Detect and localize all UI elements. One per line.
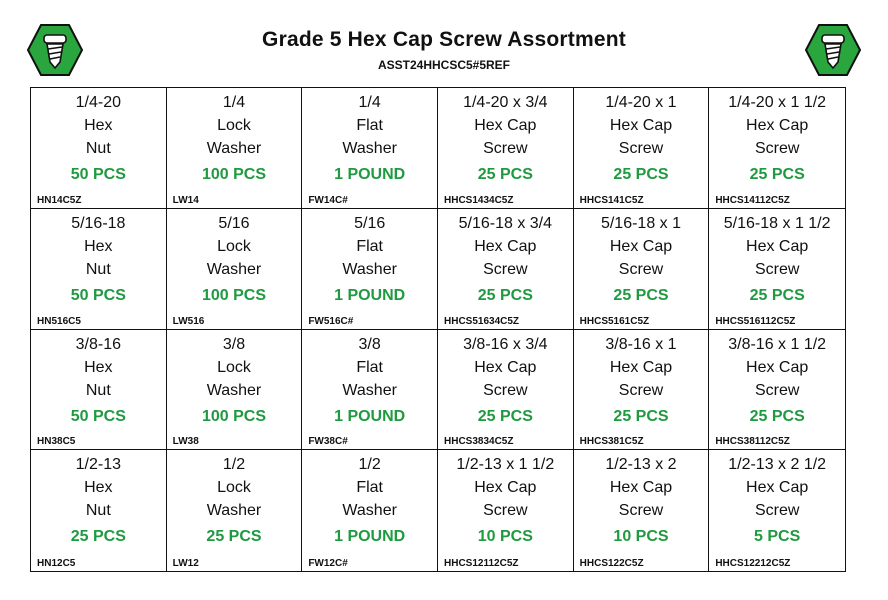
item-kind: Washer [206, 381, 262, 399]
item-size: 3/8 [222, 335, 246, 353]
item-quantity: 1 POUND [334, 286, 406, 304]
item-kind: Washer [206, 140, 262, 157]
item-size: 1/4-20 x 1 1/2 [728, 94, 827, 111]
item-quantity: 100 PCS [201, 166, 267, 183]
item-kind: Washer [206, 502, 262, 520]
item-quantity: 100 PCS [201, 407, 267, 425]
item-type: Hex [84, 117, 113, 134]
item-type: Hex Cap [474, 358, 537, 376]
grid-cell [709, 88, 845, 209]
item-part-number: LW12 [172, 558, 199, 569]
item-part-number: HN38C5 [37, 436, 76, 448]
item-type: Hex Cap [474, 479, 537, 497]
item-kind: Screw [754, 140, 800, 157]
item-type: Hex [84, 479, 113, 497]
item-kind: Washer [342, 502, 397, 520]
item-type: Hex Cap [746, 479, 809, 497]
item-type: Flat [356, 237, 383, 255]
item-kind: Nut [85, 260, 111, 278]
item-quantity: 25 PCS [70, 528, 126, 546]
item-kind: Screw [483, 502, 528, 520]
item-kind: Screw [754, 260, 800, 278]
grid-cell [167, 330, 303, 451]
item-quantity: 25 PCS [613, 166, 669, 183]
item-kind: Screw [618, 381, 664, 399]
item-part-number: HHCS516112C5Z [715, 315, 796, 327]
grid-cell [167, 450, 303, 571]
item-part-number: HHCS5161C5Z [579, 315, 650, 327]
item-type: Lock [217, 479, 251, 497]
item-kind: Washer [206, 260, 262, 278]
item-quantity: 25 PCS [206, 528, 262, 546]
item-size: 1/2-13 x 1 1/2 [456, 456, 555, 474]
item-part-number: HN12C5 [37, 558, 76, 569]
item-type: Hex [84, 358, 113, 376]
item-type: Flat [356, 479, 383, 497]
item-size: 1/2-13 x 2 [605, 456, 677, 474]
grid-cell [31, 209, 167, 330]
item-size: 1/2-13 x 2 1/2 [728, 456, 827, 474]
item-quantity: 50 PCS [70, 166, 126, 183]
item-quantity: 25 PCS [749, 166, 805, 183]
item-part-number: HHCS141C5Z [579, 194, 644, 206]
item-part-number: HHCS3834C5Z [444, 436, 514, 448]
item-type: Hex Cap [609, 237, 673, 255]
grid-cell [438, 450, 574, 571]
grid-cell [302, 330, 438, 451]
item-quantity: 10 PCS [613, 528, 669, 546]
item-type: Hex Cap [746, 358, 809, 376]
grid-cell [167, 88, 303, 209]
item-part-number: HHCS51634C5Z [444, 315, 520, 327]
page-subtitle: ASST24HHCSC5#5REF [377, 58, 511, 72]
item-size: 1/4-20 x 3/4 [463, 94, 548, 111]
item-quantity: 50 PCS [70, 286, 126, 304]
item-quantity: 1 POUND [334, 528, 406, 546]
grid-cell [31, 88, 167, 209]
item-part-number: HHCS122C5Z [579, 558, 644, 569]
item-size: 1/2-13 [75, 456, 122, 474]
item-size: 3/8-16 [75, 335, 122, 353]
item-part-number: FW14C# [308, 194, 348, 206]
grid-cell [574, 209, 710, 330]
item-part-number: HHCS38112C5Z [715, 436, 790, 448]
item-size: 1/4 [358, 94, 381, 111]
grid-cell [302, 209, 438, 330]
item-type: Hex Cap [474, 237, 537, 255]
item-size: 1/4-20 x 1 [605, 94, 677, 111]
grid-cell [709, 450, 845, 571]
item-part-number: HN516C5 [37, 315, 81, 327]
item-type: Flat [356, 358, 383, 376]
item-size: 1/4 [222, 94, 246, 111]
item-size: 1/2 [358, 456, 381, 474]
item-type: Hex Cap [746, 117, 809, 134]
item-quantity: 25 PCS [477, 166, 533, 183]
grid-cell [574, 330, 710, 451]
item-kind: Nut [85, 502, 111, 520]
item-type: Hex [84, 237, 113, 255]
item-kind: Washer [342, 140, 397, 157]
item-kind: Screw [483, 381, 528, 399]
item-size: 5/16-18 x 3/4 [458, 214, 553, 232]
item-quantity: 25 PCS [613, 407, 669, 425]
item-kind: Screw [618, 140, 664, 157]
item-part-number: LW14 [172, 194, 199, 206]
item-size: 5/16 [354, 214, 386, 232]
item-kind: Screw [483, 260, 528, 278]
item-kind: Screw [618, 260, 664, 278]
item-part-number: LW38 [172, 436, 199, 448]
grid-cell [31, 330, 167, 451]
item-size: 3/8-16 x 3/4 [463, 335, 548, 353]
grid-cell [302, 450, 438, 571]
item-quantity: 50 PCS [70, 407, 126, 425]
grid-cell [709, 209, 845, 330]
item-quantity: 10 PCS [477, 528, 533, 546]
item-type: Hex Cap [609, 479, 673, 497]
item-quantity: 1 POUND [334, 407, 406, 425]
item-kind: Nut [85, 381, 111, 399]
item-type: Lock [217, 237, 251, 255]
grid-cell [438, 330, 574, 451]
item-kind: Washer [342, 381, 397, 399]
item-type: Flat [356, 117, 383, 134]
grid-cell [709, 330, 845, 451]
item-quantity: 25 PCS [477, 286, 533, 304]
item-size: 5/16-18 [71, 214, 126, 232]
item-size: 3/8-16 x 1 [605, 335, 677, 353]
item-part-number: FW12C# [308, 558, 348, 569]
item-quantity: 25 PCS [749, 286, 805, 304]
page-title: Grade 5 Hex Cap Screw Assortment [262, 28, 626, 51]
item-part-number: LW516 [172, 315, 205, 327]
grid-cell [574, 450, 710, 571]
item-size: 5/16-18 x 1 [600, 214, 682, 232]
item-quantity: 25 PCS [749, 407, 805, 425]
item-type: Lock [217, 358, 251, 376]
item-quantity: 5 PCS [754, 528, 801, 546]
grid-cell [438, 209, 574, 330]
item-type: Lock [217, 117, 251, 134]
item-part-number: HHCS1434C5Z [444, 194, 514, 206]
grid-cell [167, 209, 303, 330]
item-quantity: 25 PCS [613, 286, 669, 304]
item-size: 3/8 [358, 335, 381, 353]
grid-cell [31, 450, 167, 571]
item-kind: Screw [754, 381, 800, 399]
item-size: 1/4-20 [75, 94, 122, 111]
item-quantity: 1 POUND [334, 166, 406, 183]
item-part-number: HHCS12212C5Z [715, 558, 791, 569]
item-part-number: HHCS12112C5Z [444, 558, 519, 569]
item-quantity: 100 PCS [201, 286, 267, 304]
item-kind: Screw [754, 502, 800, 520]
item-kind: Screw [483, 140, 528, 157]
item-kind: Nut [85, 140, 111, 157]
item-kind: Screw [618, 502, 664, 520]
item-type: Hex Cap [609, 117, 673, 134]
item-part-number: HN14C5Z [37, 194, 82, 206]
item-size: 3/8-16 x 1 1/2 [728, 335, 827, 353]
item-part-number: FW516C# [308, 315, 354, 327]
item-part-number: HHCS14112C5Z [715, 194, 790, 206]
assortment-grid [30, 87, 846, 572]
grid-cell [574, 88, 710, 209]
item-quantity: 25 PCS [477, 407, 533, 425]
item-size: 5/16-18 x 1 1/2 [723, 214, 831, 232]
item-type: Hex Cap [474, 117, 537, 134]
grid-cell [302, 88, 438, 209]
item-kind: Washer [342, 260, 397, 278]
grid-cell [438, 88, 574, 209]
item-type: Hex Cap [746, 237, 809, 255]
item-part-number: FW38C# [308, 436, 348, 448]
item-size: 5/16 [218, 214, 250, 232]
item-size: 1/2 [222, 456, 246, 474]
item-part-number: HHCS381C5Z [579, 436, 644, 448]
item-type: Hex Cap [609, 358, 673, 376]
